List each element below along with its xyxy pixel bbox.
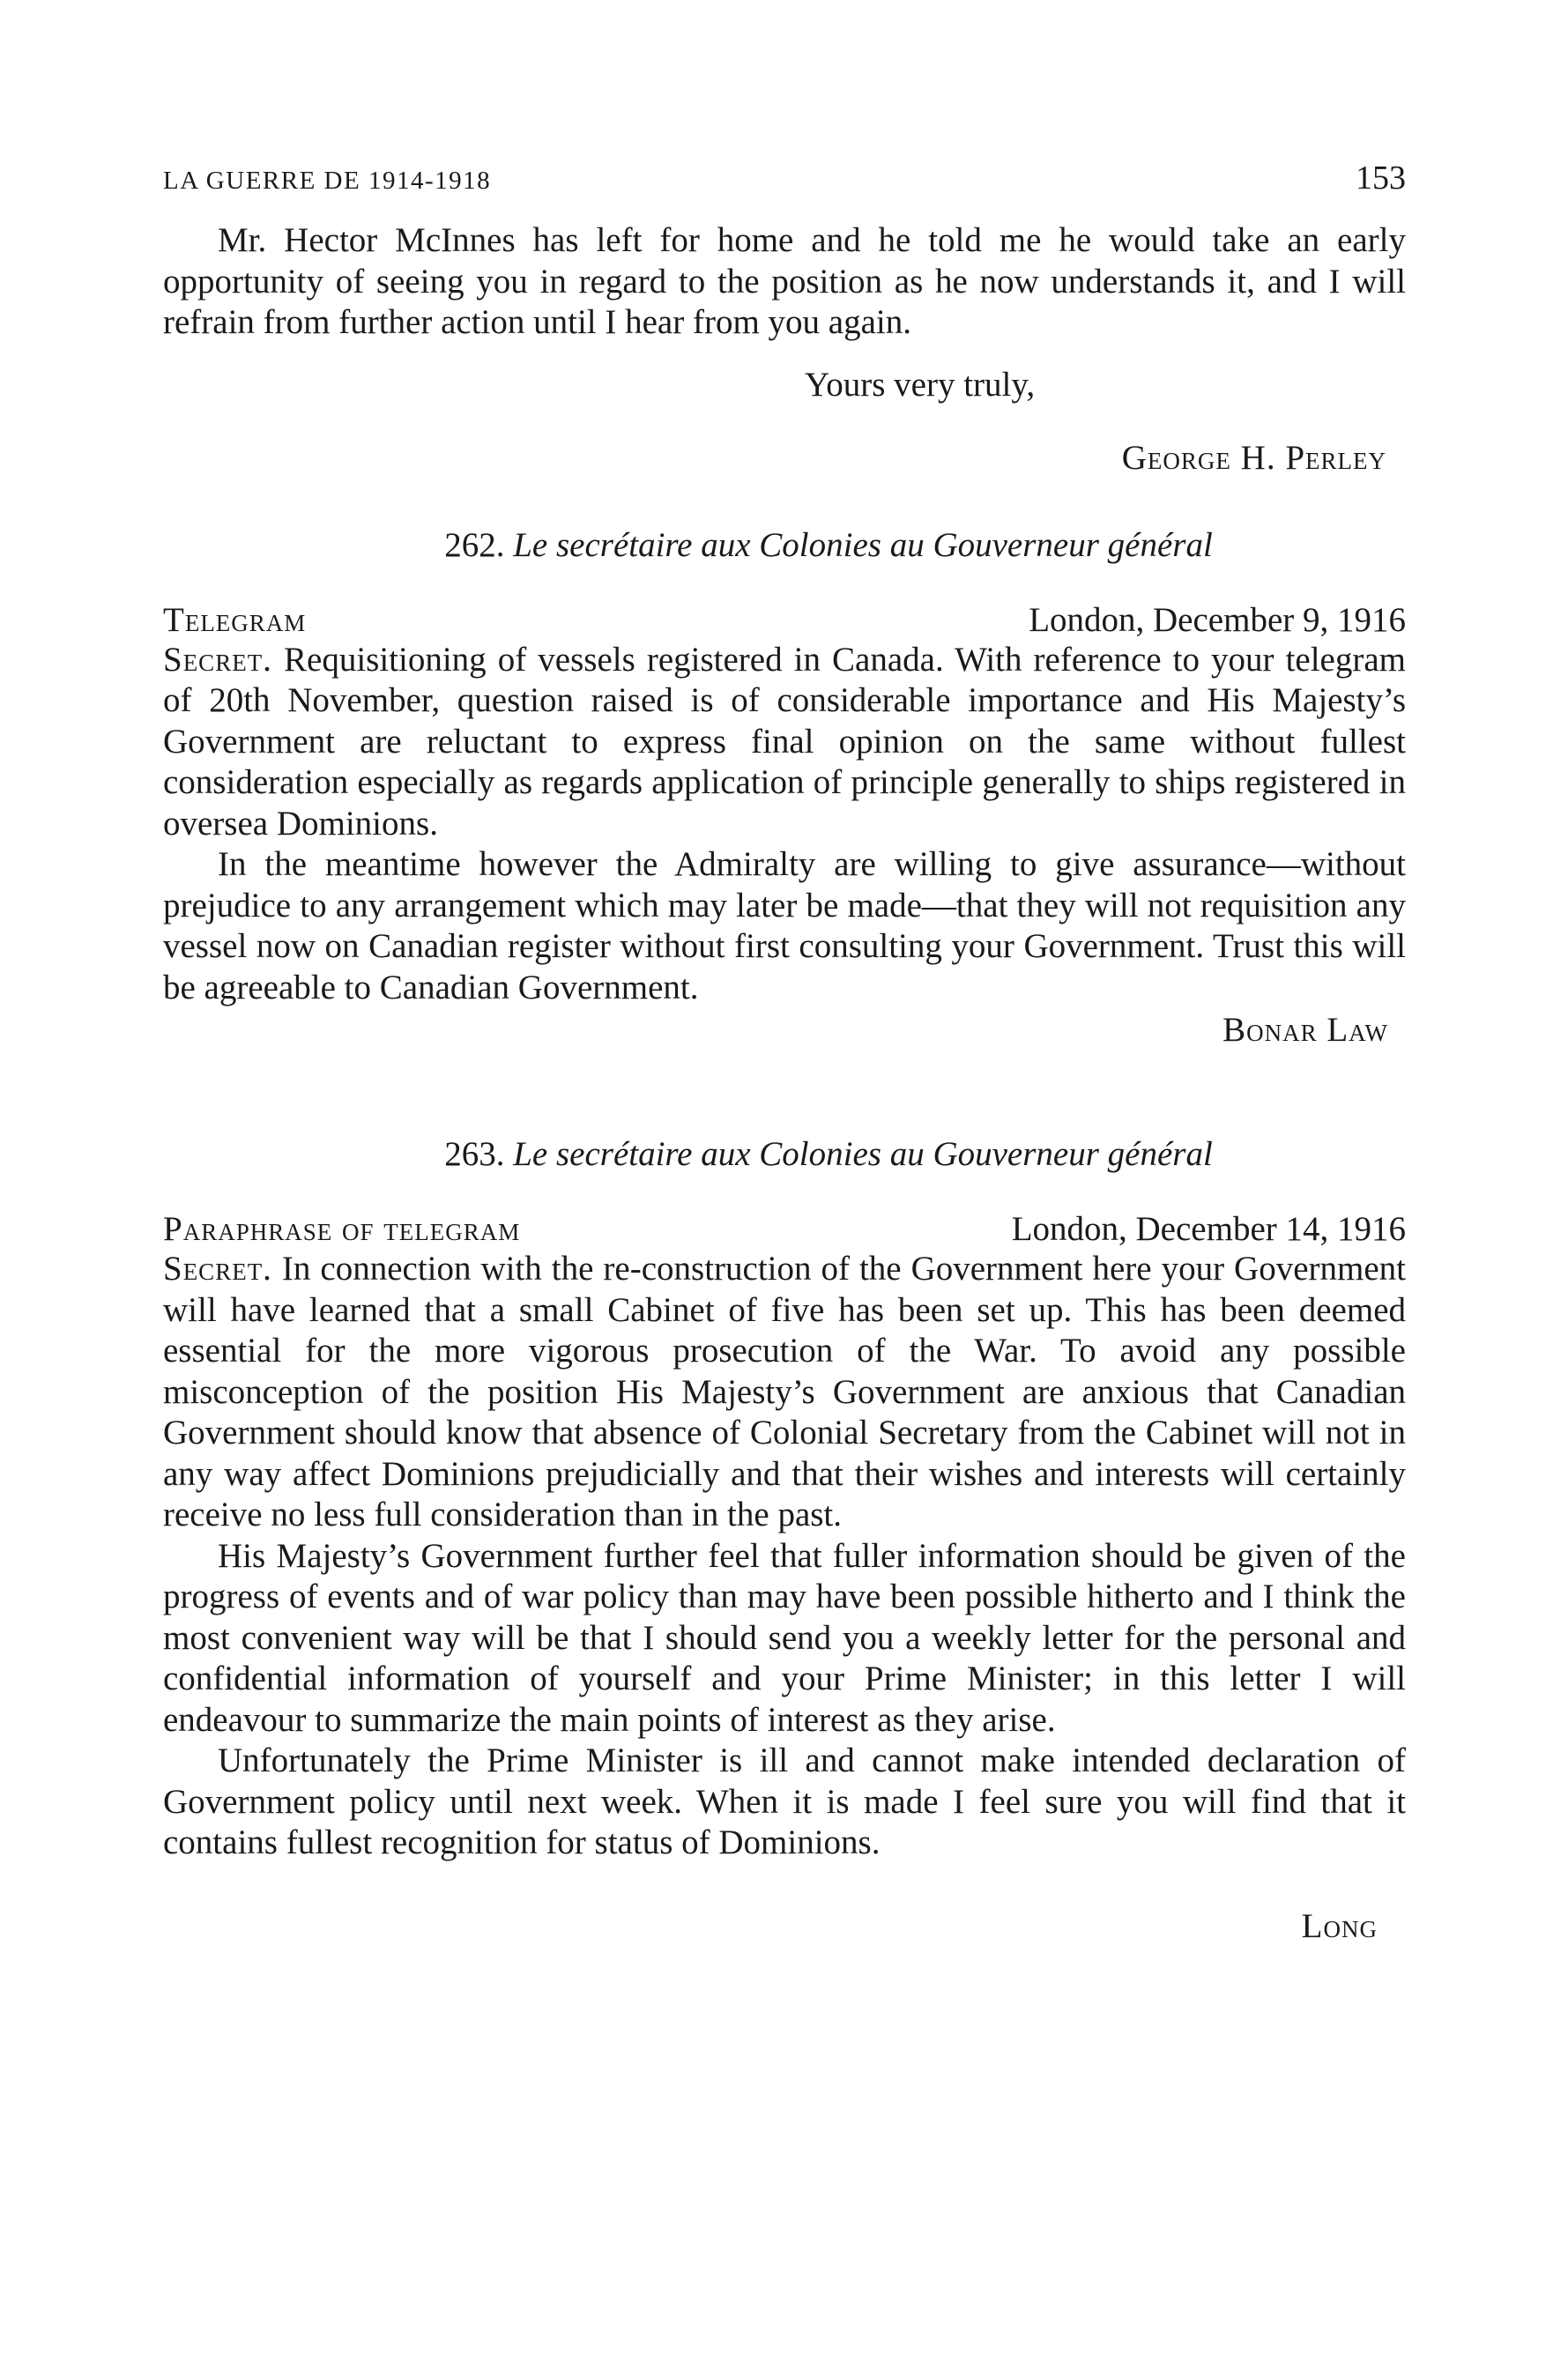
- document-paragraph: [163, 1249, 1406, 1536]
- document-paragraph: Unfortunately the Prime Minister is ill and cannot make intended declaration of Government policy until next week. When it is made I feel sure you will find that it contains fullest recognition for status of Dominions.: [163, 1741, 1406, 1861]
- document-signature: Long: [1301, 1906, 1378, 1945]
- document-meta: [163, 600, 1406, 640]
- running-head: [163, 159, 1406, 220]
- document-number: 262.: [444, 525, 505, 564]
- page-number: 153: [1356, 160, 1406, 197]
- secret-label: Secret.: [163, 1250, 272, 1288]
- document-type: Telegram: [163, 600, 307, 639]
- running-title: LA GUERRE DE 1914-1918: [163, 167, 492, 195]
- document-263: [163, 1134, 1406, 1946]
- letter-closing: Yours very truly,: [805, 365, 1036, 404]
- paragraph-text: In connection with the re-construction of the Government here your Government will have learned that a small Cabinet of five has been set up. This has been deemed essential for the more vigorous prosecution of the War. To avoid any possible misconception of the position His Majesty’s Government are anxious that Canadian Government should know that absence of Colonial Secretary from the Cabinet will not in any way affect Dominions prejudicially and that their wishes and interests will certainly receive no less full consideration than in the past.: [163, 1250, 1406, 1533]
- document-262: [163, 525, 1406, 1051]
- document-paragraph: His Majesty’s Government further feel that fuller information should be given of the progress of events and of war policy than may have been possible hitherto and I think the most convenient way will be that I should send you a weekly letter for the personal and confidential information of yourself and your Prime Minister; in this letter I will endeavour to summarize the main points of interest as they arise.: [163, 1536, 1406, 1739]
- document-title: Le secrétaire aux Colonies au Gouverneur général: [513, 525, 1213, 564]
- document-place-date: London, December 9, 1916: [1029, 600, 1406, 639]
- letter-paragraph: Mr. Hector McInnes has left for home and he told me he would take an early opportunity of seeing you in regard to the position as he now understands it, and I will refrain from further action until I hear from you again.: [163, 221, 1406, 341]
- document-paragraph: [163, 640, 1406, 845]
- document-meta: [163, 1209, 1406, 1249]
- paragraph-text: Requisitioning of vessels registered in Canada. With reference to your telegram of 20th November, question raised is of considerable importance and His Majesty’s Government are reluctant to express final opinion on the same without fullest consideration especially as regards application of principle generally to ships registered in oversea Dominions.: [163, 640, 1406, 843]
- secret-label: Secret.: [163, 640, 272, 679]
- letter-signature: George H. Perley: [1121, 438, 1386, 477]
- document-title: Le secrétaire aux Colonies au Gouverneur général: [513, 1135, 1213, 1173]
- prior-letter-ending: [163, 220, 1406, 478]
- book-page: [163, 159, 1406, 1946]
- document-signature: Bonar Law: [1222, 1011, 1388, 1049]
- document-place-date: London, December 14, 1916: [1011, 1210, 1406, 1248]
- document-type: Paraphrase of telegram: [163, 1210, 521, 1248]
- document-number: 263.: [444, 1135, 505, 1173]
- document-paragraph: In the meantime however the Admiralty are willing to give assurance—without prejudice to any arrangement which may later be made—that they will not requisition any vessel now on Canadian register without first consulting your Government. Trust this will be agreeable to Canadian Government.: [163, 845, 1406, 1006]
- document-heading: [163, 1134, 1406, 1174]
- document-heading: [163, 525, 1406, 565]
